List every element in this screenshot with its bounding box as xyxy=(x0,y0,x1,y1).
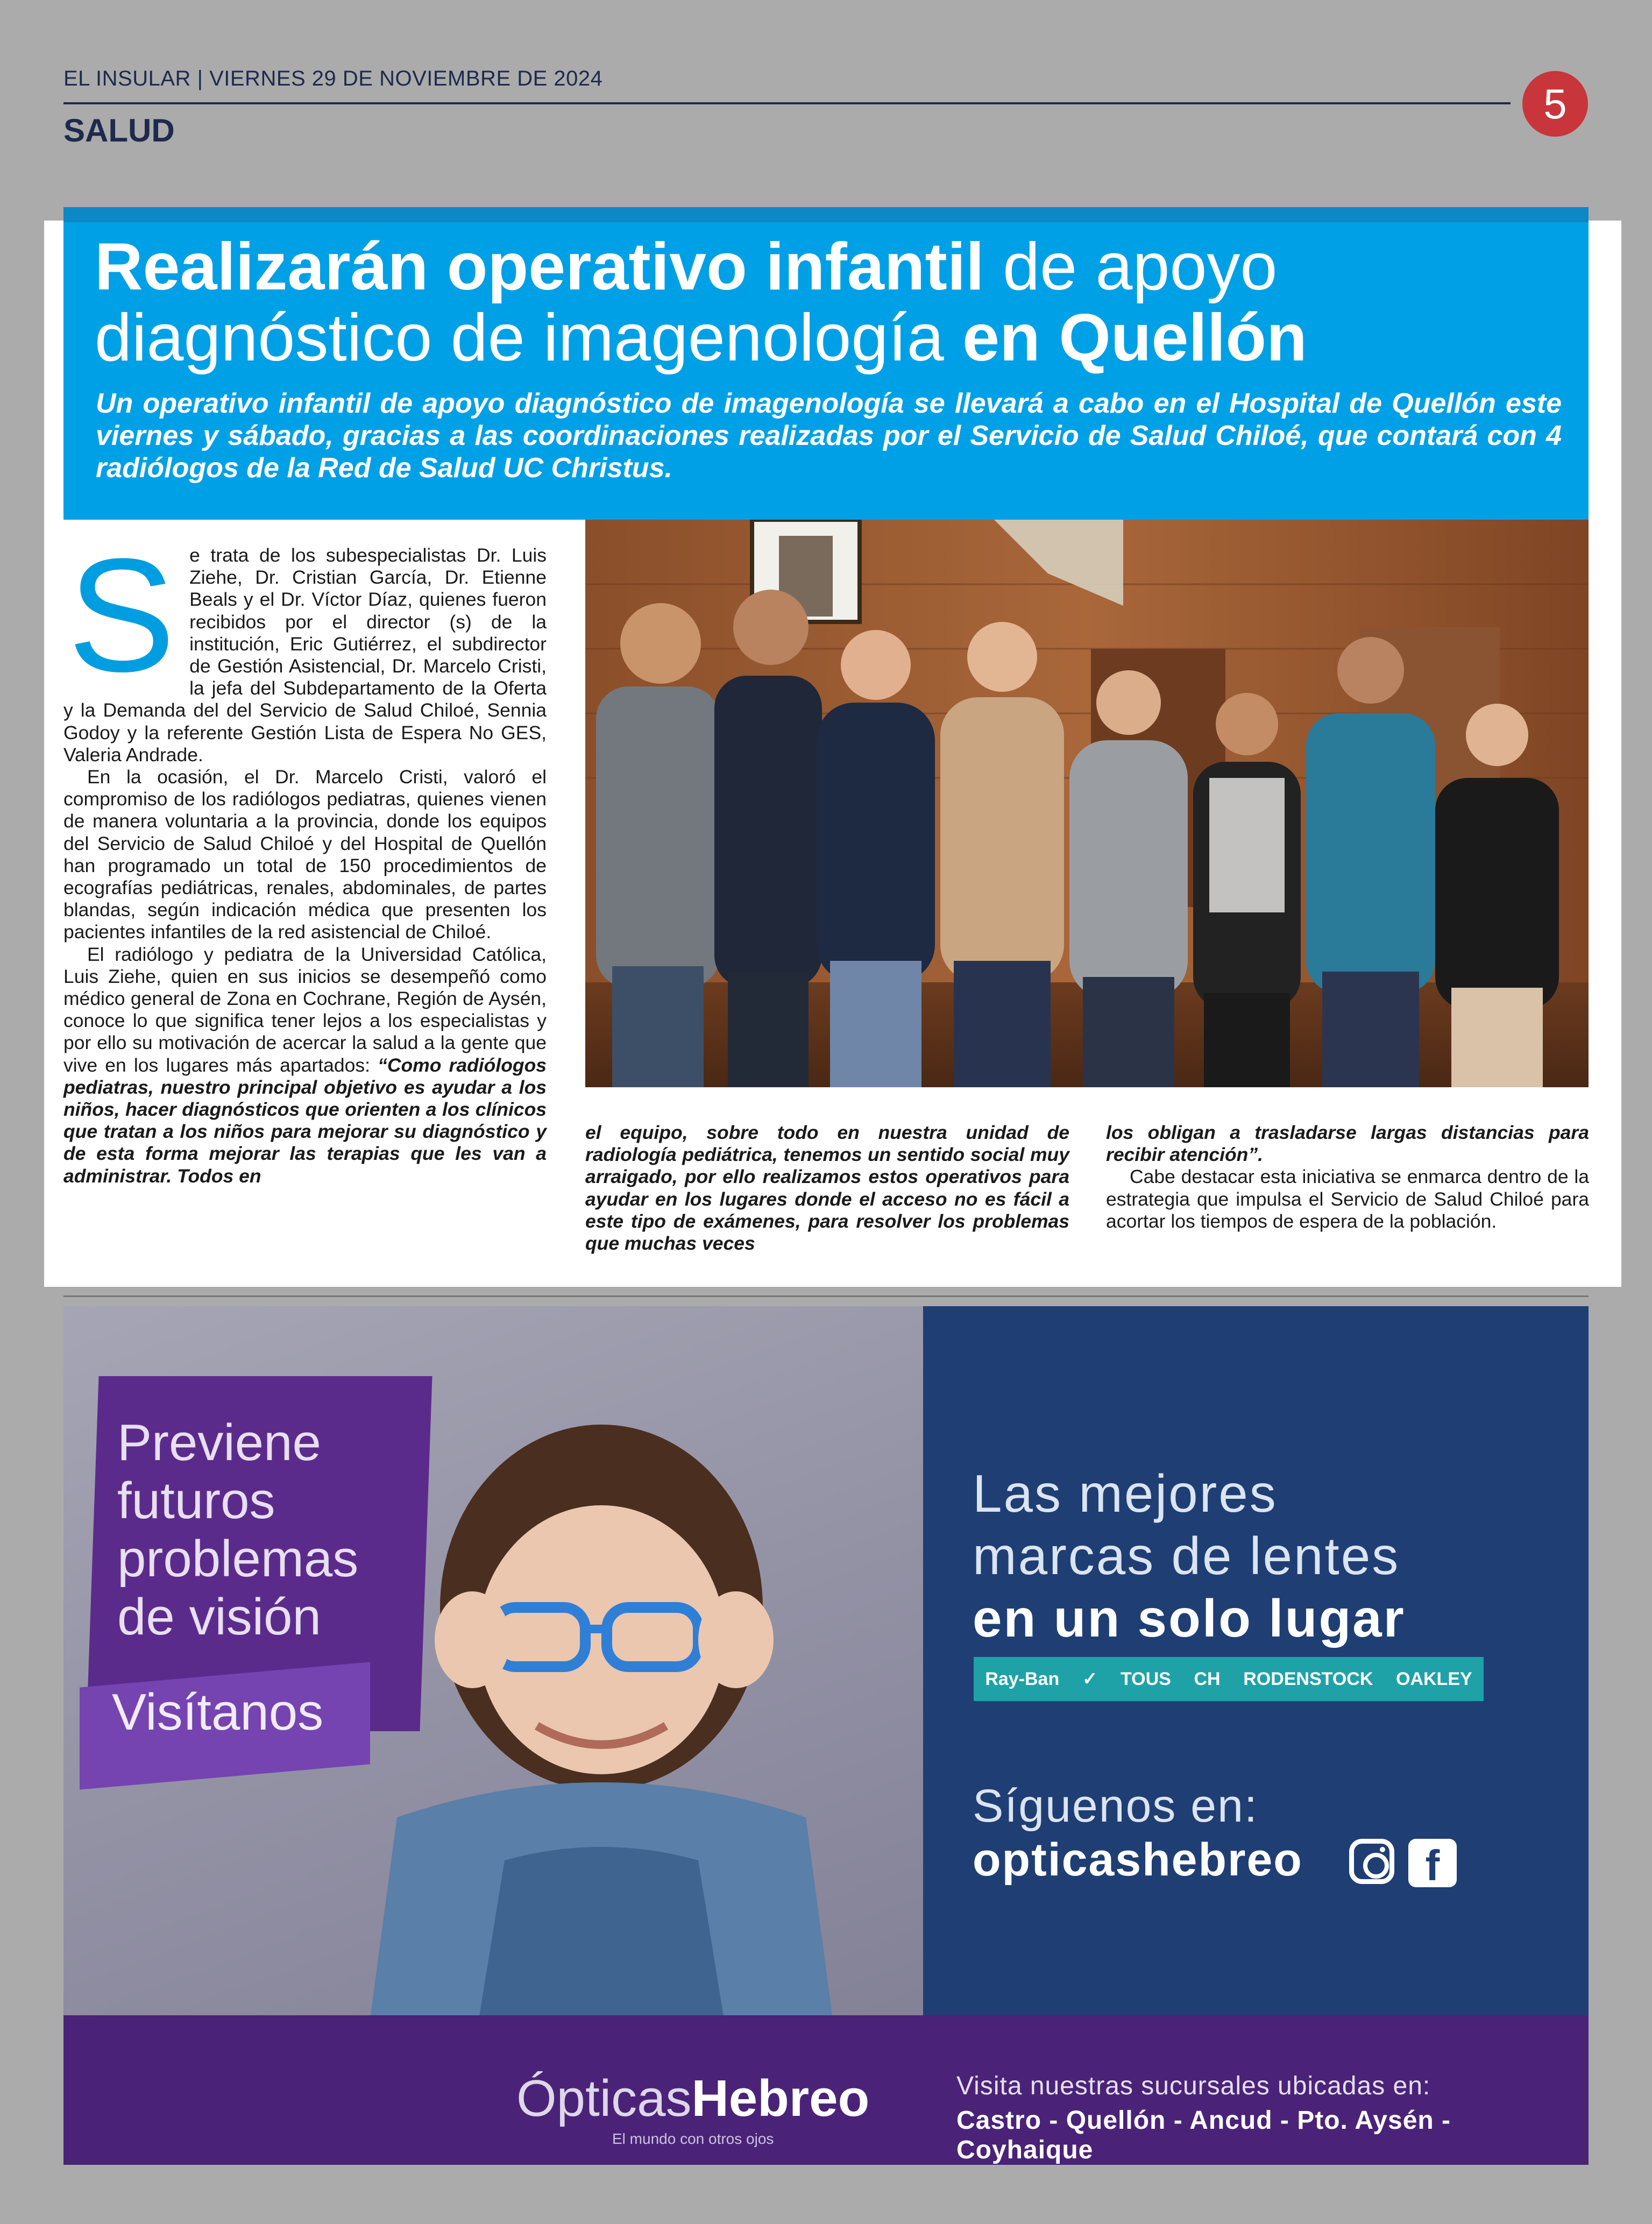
headline-bold-part-1: Realizarán operativo infantil xyxy=(95,230,984,304)
group-photo xyxy=(585,520,1589,1087)
logo-light-word: Ópticas xyxy=(516,2070,692,2127)
facebook-icon: f xyxy=(1408,1839,1457,1887)
brand-logos-strip xyxy=(974,1657,1484,1701)
header-separator: | xyxy=(197,67,210,90)
quote-part-3: los obligan a trasladarse largas distancias para recibir atención”. xyxy=(1106,1122,1589,1166)
brand-nike-logo: ✓ xyxy=(1082,1669,1098,1689)
ad-prevent-message xyxy=(117,1414,358,1646)
article-column-2 xyxy=(585,1122,1069,1255)
article-paragraph-3-text: El radiólogo y pediatra de la Universidad Católica, Luis Ziehe, quien en sus inicios se desempeñó como médico general de Zona en Cochrane, Región de Aysén, conoce lo que significa tener lejos a los especialistas y por ello su motivación de acercar la salud a la gente que vive en los lugares más apartados: xyxy=(63,943,547,1076)
group-photo-illustration xyxy=(585,520,1589,1087)
quote-part-1: “Como radiólogos pediatras, nuestro principal objetivo es ayudar a los niños, hacer diagnósticos que orienten a los clínicos que tratan a los niños para mejorar su diagnóstico y de esta forma mejorar las terapias que les van a administrar. Todos en xyxy=(63,1054,547,1187)
article-lede: Un operativo infantil de apoyo diagnóstico de imagenología se llevará a cabo en el Hospital de Quellón este viernes y sábado, gracias a las coordinaciones realizadas por el Servicio de Salud Chiloé, que contará con 4 radiólogos de la Red de Salud UC Christus. xyxy=(96,388,1562,484)
section-title: SALUD xyxy=(63,112,175,148)
article-paragraph-2: En la ocasión, el Dr. Marcelo Cristi, valoró el compromiso de los radiólogos pediatras, quienes vienen de manera voluntaria a la provincia, donde los equipos del Servicio de Salud Chiloé y del Hospital de Quellón han programado un total de 150 procedimientos de ecografías pediátricas, renales, abdominales, de partes blandas, según indicación médica que presenten los pacientes infantiles de la red asistencial de Chiloé. xyxy=(63,766,547,943)
headline-light-part: de apoyo diagnóstico de imagenología xyxy=(95,230,1278,375)
opticas-hebreo-logo xyxy=(516,2069,869,2128)
branches-list: Castro - Quellón - Ancud - Pto. Aysén - Coyhaique xyxy=(956,2106,1451,2164)
logo-tagline: El mundo con otros ojos xyxy=(612,2130,774,2147)
ad-headline-line-1: Las mejores xyxy=(973,1464,1278,1523)
header-rule xyxy=(63,102,1511,104)
publication-name: EL INSULAR xyxy=(63,67,191,90)
ad-headline xyxy=(973,1462,1406,1649)
ad-prevent-line-1: Previene xyxy=(117,1414,321,1471)
ad-prevent-line-4: de visión xyxy=(117,1588,321,1646)
publication-header xyxy=(63,67,602,91)
ad-follow-label: Síguenos en: xyxy=(973,1780,1258,1832)
headline-top-bar xyxy=(63,207,1589,222)
ad-prevent-line-3: problemas xyxy=(117,1530,359,1588)
branches-label: Visita nuestras sucursales ubicadas en: xyxy=(956,2072,1431,2100)
brand-oakley-logo: OAKLEY xyxy=(1396,1668,1472,1689)
headline-bold-part-2: en Quellón xyxy=(962,301,1307,375)
page-number-badge: 5 xyxy=(1522,71,1588,137)
drop-cap: S xyxy=(68,525,176,705)
article-paragraph-1: e trata de los subespecialistas Dr. Luis Ziehe, Dr. Cristian García, Dr. Etienne Beals y el Dr. Víctor Díaz, quienes fueron recibidos por el director (s) de la institución, Eric Gutiérrez, el subdirector de Gestión Asistencial, Dr. Marcelo Cristi, la jefa del Subdepartamento de la Oferta y la Demanda del del Servicio de Salud Chiloé, Sennia Godoy y la referente Gestión Lista de Espera No GES, Valeria Andrade. xyxy=(63,544,547,766)
logo-bold-word: Hebreo xyxy=(691,2070,870,2127)
article-column-3 xyxy=(1106,1122,1589,1233)
article-paragraph-4: Cabe destacar esta iniciativa se enmarca dentro de la estrategia que impulsa el Servicio de Salud Chiloé para acortar los tiempos de espera de la población. xyxy=(1106,1166,1589,1232)
ad-social-handle: opticashebreo xyxy=(973,1834,1303,1886)
article-column-1 xyxy=(63,525,547,1187)
brand-rayban-logo: Ray-Ban xyxy=(985,1668,1060,1689)
brand-ch-logo: CH xyxy=(1194,1668,1221,1689)
instagram-icon xyxy=(1349,1839,1394,1884)
ad-visit-text: Visítanos xyxy=(112,1683,324,1741)
brand-tous-logo: TOUS xyxy=(1121,1668,1171,1689)
article-ad-separator xyxy=(63,1295,1589,1297)
article-headline xyxy=(95,231,1579,373)
article-paragraph-3 xyxy=(63,944,547,1187)
ad-prevent-line-2: futuros xyxy=(117,1472,275,1529)
publication-date: VIERNES 29 DE NOVIEMBRE DE 2024 xyxy=(209,67,603,90)
ad-headline-line-2: marcas de lentes xyxy=(973,1526,1400,1585)
ad-headline-line-3: en un solo lugar xyxy=(973,1589,1406,1648)
quote-part-2: el equipo, sobre todo en nuestra unidad de radiología pediátrica, tenemos un sentido social muy arraigado, por ello realizamos estos operativos para ayudar en los lugares donde el acceso no es fácil a este tipo de exámenes, para resolver los problemas que muchas veces xyxy=(585,1122,1069,1255)
brand-rodenstock-logo: RODENSTOCK xyxy=(1243,1668,1373,1689)
optics-advertisement xyxy=(63,1306,1589,2165)
